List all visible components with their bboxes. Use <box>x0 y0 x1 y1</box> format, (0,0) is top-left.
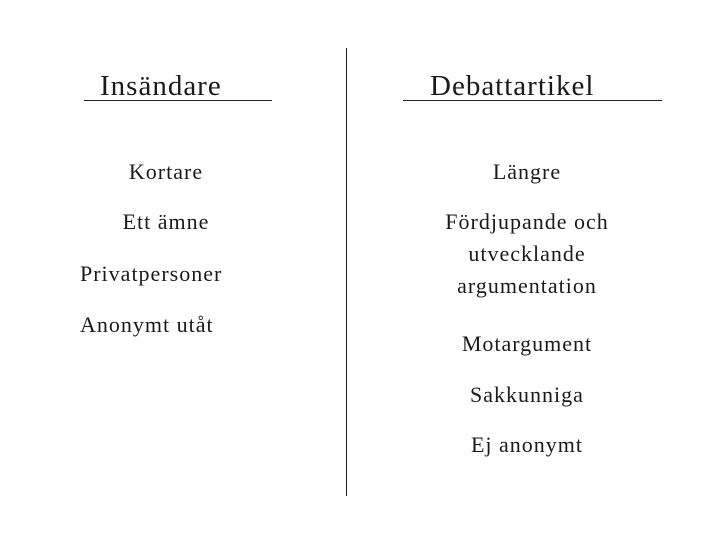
right-item-experts: Sakkunniga <box>470 382 584 407</box>
left-item-length: Kortare <box>128 159 204 184</box>
right-item-counterarguments: Motargument <box>461 331 593 356</box>
right-item-depth-line-1: Fördjupande och <box>445 209 609 234</box>
left-item-topic: Ett ämne <box>122 209 210 234</box>
left-heading: Insändare <box>100 70 222 102</box>
left-item-anonymity: Anonymt utåt <box>80 312 214 337</box>
column-divider <box>346 48 347 496</box>
right-item-depth <box>420 205 634 303</box>
left-heading-underline <box>84 100 272 101</box>
right-item-depth-line-3: argumentation <box>457 273 597 298</box>
right-heading-underline <box>403 100 662 101</box>
left-item-authors: Privatpersoner <box>80 261 223 286</box>
right-item-depth-line-2: utvecklande <box>468 241 586 266</box>
right-item-not-anonymous: Ej anonymt <box>470 432 584 457</box>
right-heading: Debattartikel <box>430 70 595 102</box>
right-item-length: Längre <box>492 159 562 184</box>
